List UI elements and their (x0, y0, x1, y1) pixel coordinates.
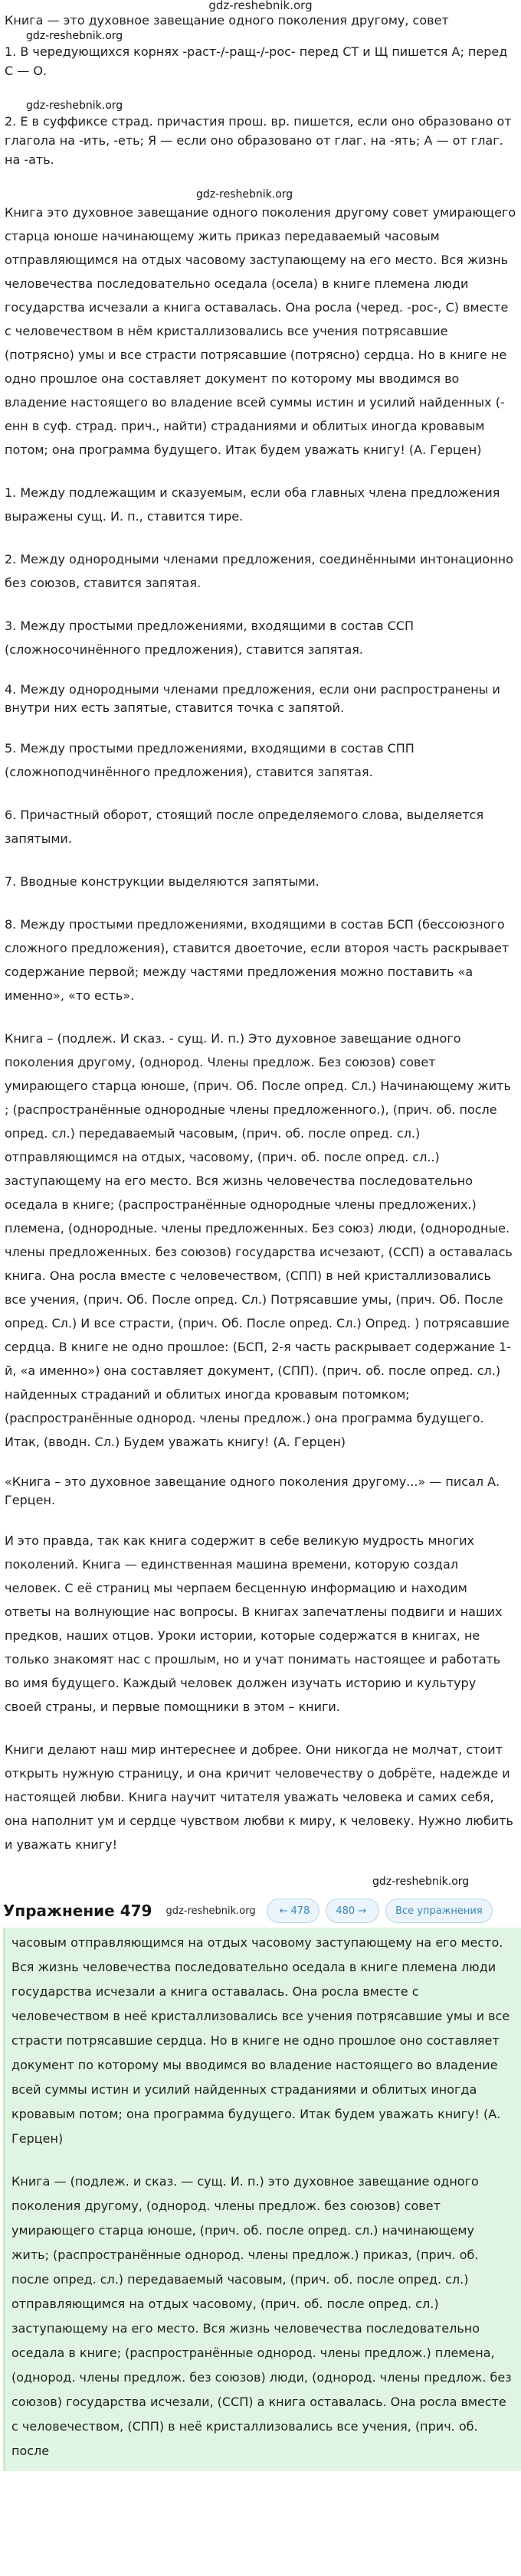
answer-block (3, 1928, 521, 2471)
answer-paragraph-2: Книга — (подлеж. и сказ. — сущ. И. п.) это духовное завещание одного поколения другому, (однород. члены предлож. без союзов) совет умирающего старца юноше, (прич. об. после опред. сл.) начинающему жить; (распространённые однород. члены предлож.) приказ, (прич. об. после опред. сл.) передаваемый часовым, (прич. об. после опред. сл.) отправляющимся на отдых часовому, (прич. об. после опред. сл.) заступающему на его место. Вся жизнь человечества последовательно оседала в книге; (распространённые однород. члены предлож.) племена, (однород. члены предлож. без союзов) люди, (однород. члены предлож. без союзов) государства исчезали, (ССП) а книга оставалась. Она росла вместе с человечеством, (СПП) в неё кристаллизовались все учения, (прич. об. после (11, 2174, 512, 2458)
prev-exercise-button[interactable] (267, 1899, 320, 1923)
answer-paragraph-1: часовым отправляющимся на отдых часовому заступающему на его место. Вся жизнь человечества последовательно оседала в книге племена люди государства исчезали а книга оставалась. Она росла вместе с человечеством в неё кристаллизовались все учения потрясавшие умы и все страсти потрясавшие сердца. Но в книге не одно прошлое оно составляет документ по которому мы вводимся во владение настоящего во владение всей суммы истин и усилий найденных страданиями и облитых иногда кровавым потом; она программа будущего. Итак будем уважать книгу! (А. Герцен) (11, 1935, 510, 2146)
watermark: gdz-reshebnik.org (26, 100, 123, 112)
arrow-right-icon: → (358, 1905, 367, 1917)
all-exercises-button[interactable] (385, 1899, 493, 1923)
next-exercise-button[interactable] (326, 1899, 379, 1923)
paragraph-punct-5: 5. Между простыми предложениями, входящими в состав СПП (сложноподчинённого предложения), ставится запятая. (5, 741, 415, 779)
arrow-left-icon: ← (279, 1905, 288, 1917)
next-exercise-label: 480 (336, 1905, 356, 1917)
article-body (0, 11, 521, 1888)
watermark: gdz-reshebnik.org (372, 1876, 470, 1888)
paragraph-punct-8: 8. Между простыми предложениями, входящими в состав БСП (бессоюзного сложного предложения), ставится двоеточие, если второя часть раскрывает содержание первой; между частями предложения можно поставить «а именно», «то есть». (5, 917, 510, 1003)
top-watermark: gdz-reshebnik.org (208, 0, 313, 12)
paragraph-intro: Книга — это духовное завещание одного поколения другому, совет (5, 13, 449, 28)
paragraph-rule-2: 2. Е в суффиксе страд. причастия прош. вр. пишется, если оно образовано от глагола на -ить, -еть; Я — если оно образовано от глаг. на -ять; А — от глаг. на -ать. (5, 114, 512, 167)
paragraph-punct-4: 4. Между однородными членами предложения, если они распространены и внутри них есть запятые, ставится точка с запятой. (5, 682, 500, 715)
all-exercises-label: Все упражнения (395, 1905, 483, 1917)
prev-exercise-label: 478 (290, 1905, 310, 1917)
watermark: gdz-reshebnik.org (196, 188, 293, 201)
paragraph-punct-3: 3. Между простыми предложениями, входящими в состав ССП (сложносочинённого предложения), ставится запятая. (5, 619, 414, 657)
exercise-title: Упражнение 479 (3, 1902, 152, 1920)
watermark: gdz-reshebnik.org (165, 1905, 256, 1917)
paragraph-text-marked: Книга это духовное завещание одного поколения другому совет умирающего старца юноше начинающему жить приказ передаваемый часовым отправляющимся на отдых часовому заступающему на его место. Вся жизнь человечества последовательно оседала (осела) в книге племена люди государства исчезали а книга оставалась. Она росла (черед. -рос-, С) вместе с человечеством в нём кристаллизовались все учения потрясавшие (потрясно) умы и все страсти потрясавшие (потрясно) сердца. Но в книге не одно прошлое она составляет документ по которому мы вводимся во владение настоящего во владение всей суммы истин и усилий найденных (-енн в суф. страд. прич., найти) страданиями и облитых иногда кровавым потом; она программа будущего. Итак будем уважать книгу! (А. Герцен) (5, 205, 516, 457)
paragraph-quote: «Книга – это духовное завещание одного поколения другому...» — писал А. Герцен. (5, 1474, 500, 1507)
paragraph-punct-7: 7. Вводные конструкции выделяются запятыми. (5, 874, 319, 889)
paragraph-rule-1: 1. В чередующихся корнях -раст-/-ращ-/-рос- перед СТ и Щ пишется А; перед С — О. (5, 44, 508, 78)
paragraph-punct-2: 2. Между однородными членами предложения, соединёнными интонационно без союзов, ставится запятая. (5, 552, 513, 590)
paragraph-essay-2: Книги делают наш мир интереснее и добрее. Они никогда не молчат, стоит открыть нужную страницу, и она кричит человечеству о добрёте, надежде и настоящей любви. Книга научит читателя уважать человека и самих себя, она наполнит ум и сердце чувством любви к миру, к человеку. Нужно любить и уважать книгу! (5, 1742, 513, 1852)
paragraph-punct-1: 1. Между подлежащим и сказуемым, если оба главных члена предложения выражены сущ. И. п., ставится тире. (5, 485, 500, 524)
watermark: gdz-reshebnik.org (26, 30, 123, 42)
paragraph-analysis: Книга – (подлеж. И сказ. - сущ. И. п.) Это духовное завещание одного поколения другому, (однород. Члены предлож. Без союзов) совет умирающего старца юноше, (прич. Об. После опред. Сл.) Начинающему жить ; (распространённые однородные члены предложенного.), (прич. об. после опред. сл.) передаваемый часовым, (прич. об. после опред. сл.) отправляющимся на отдых, часовому, (прич. об. после опред. сл..) заступающему на его место. Вся жизнь человечества последовательно оседала в книге; (распространённые однородные члены предложених.) племена, (однородные. члены предложенных. Без союз) люди, (однородные. члены предложенных. без союзов) государства исчезают, (ССП) а оставалась книга. Она росла вместе с человечеством, (СПП) в ней кристаллизовались все учения, (прич. Об. После опред. Сл.) Потрясавшие умы, (прич. Об. После опред. Сл.) И все страсти, (прич. Об. После опред. Сл.) Опред. ) потрясавшие сердца. В книге не одно прошлое: (БСП, 2-я часть раскрывает содержание 1-й, «а именно») она составляет документ, (СПП). (прич. об. после опред. сл.) найденных страданий и облитых иногда кровавым потомком; (распространённые однород. члены предлож.) она программа будущего. Итак, (вводн. Сл.) Будем уважать книгу! (А. Герцен) (5, 1031, 513, 1449)
paragraph-punct-6: 6. Причастный оборот, стоящий после определяемого слова, выделяется запятыми. (5, 808, 484, 846)
paragraph-essay-1: И это правда, так как книга содержит в себе великую мудрость многих поколений. Книга — единственная машина времени, которую создал человек. С её страниц мы черпаем бесценную информацию и находим ответы на волнующие нас вопросы. В книгах запечатлены подвиги и наших предков, наших отцов. Уроки истории, которые содержатся в книгах, не только знакомят нас с прошлым, но и учат понимать настоящее и работать во имя будущего. Каждый человек должен изучать историю и культуру своей страны, и первые помощники в этом – книги. (5, 1533, 503, 1714)
exercise-nav-bar (0, 1894, 521, 1928)
